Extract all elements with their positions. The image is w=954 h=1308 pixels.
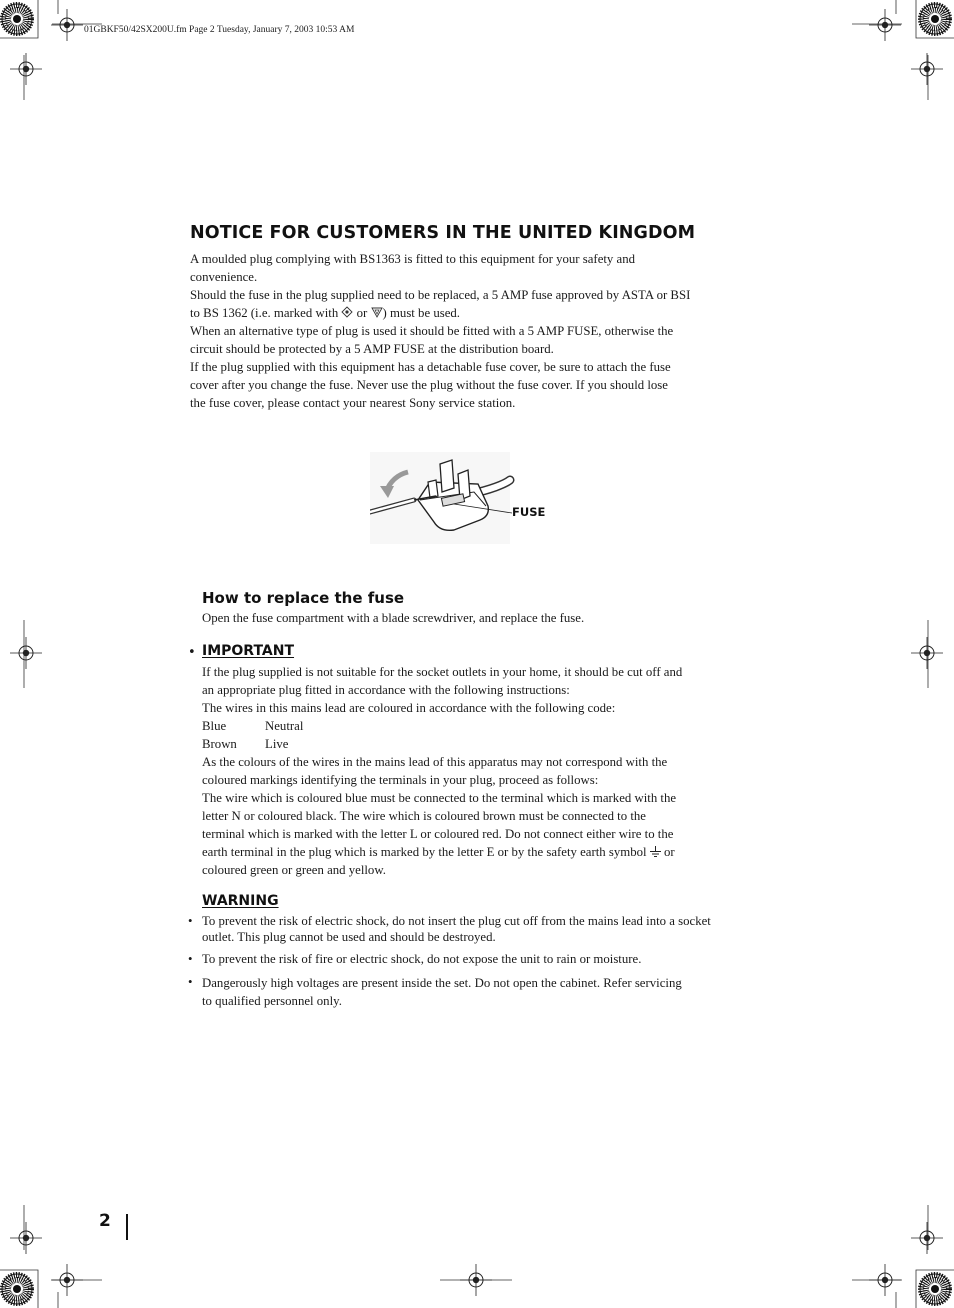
notice-line: the fuse cover, please contact your nearest Sony service station. — [190, 396, 516, 410]
page-number: 2 — [99, 1211, 111, 1231]
warning-heading: WARNING — [202, 893, 279, 909]
plug-fuse-illustration — [370, 452, 550, 544]
wire-colour: Blue — [202, 719, 227, 733]
fuse-label: FUSE — [512, 505, 546, 519]
warning-list — [188, 913, 748, 1016]
important-line: coloured green or green and yellow. — [202, 863, 386, 877]
notice-line: A moulded plug complying with BS1363 is fitted to this equipment for your safety and — [190, 252, 636, 266]
important-line: The wires in this mains lead are coloured in accordance with the following code: — [202, 701, 616, 715]
important-line: an appropriate plug fitted in accordance with the following instructions: — [202, 683, 570, 697]
important-line-with-earth-symbol — [202, 843, 682, 861]
page-title: NOTICE FOR CUSTOMERS IN THE UNITED KINGDOM — [190, 223, 696, 243]
bullet: • — [188, 975, 193, 989]
warning-text: Dangerously high voltages are present inside the set. Do not open the cabinet. Refer servicing to qualified personnel only. — [202, 976, 682, 1008]
important-line: letter N or coloured black. The wire which is coloured brown must be connected to the — [202, 809, 646, 823]
notice-line: Should the fuse in the plug supplied need to be replaced, a 5 AMP fuse approved by ASTA or BSI — [190, 288, 691, 302]
important-bullet: • — [188, 645, 196, 660]
warning-item — [188, 974, 748, 1010]
notice-text: or — [356, 306, 368, 320]
page-number-rule — [126, 1214, 128, 1240]
important-line: The wire which is coloured blue must be connected to the terminal which is marked with the — [202, 791, 677, 805]
notice-text: ) must be used. — [382, 306, 460, 320]
file-header: 01GBKF50/42SX200U.fm Page 2 Tuesday, January 7, 2003 10:53 AM — [84, 25, 355, 35]
warning-item — [188, 951, 748, 967]
warning-text: To prevent the risk of electric shock, do not insert the plug cut off from the mains lead into a socket outlet. This plug cannot be used and should be destroyed. — [202, 914, 711, 944]
important-line: If the plug supplied is not suitable for the socket outlets in your home, it should be cut off and — [202, 665, 683, 679]
notice-line: If the plug supplied with this equipment has a detachable fuse cover, be sure to attach the fuse — [190, 360, 671, 374]
warning-text: To prevent the risk of fire or electric shock, do not expose the unit to rain or moisture. — [202, 952, 642, 966]
notice-text: to BS 1362 (i.e. marked with — [190, 306, 339, 320]
warning-item — [188, 913, 748, 945]
bullet: • — [188, 952, 193, 966]
wire-code-row — [202, 717, 682, 735]
notice-paragraph — [190, 250, 690, 412]
bullet: • — [188, 914, 193, 928]
wire-meaning: Live — [265, 737, 289, 751]
asta-mark-icon — [341, 306, 353, 318]
wire-meaning: Neutral — [265, 719, 304, 733]
important-line: terminal which is marked with the letter L or coloured red. Do not connect either wire to the — [202, 827, 674, 841]
important-line: coloured markings identifying the terminals in your plug, proceed as follows: — [202, 773, 599, 787]
important-body — [202, 663, 682, 879]
important-line: As the colours of the wires in the mains lead of this apparatus may not correspond with the — [202, 755, 668, 769]
notice-line: circuit should be protected by a 5 AMP FUSE at the distribution board. — [190, 342, 554, 356]
bsi-kitemark-icon — [371, 306, 383, 318]
important-text: or — [663, 845, 675, 859]
notice-line: cover after you change the fuse. Never use the plug without the fuse cover. If you should lose — [190, 378, 668, 392]
notice-line-with-marks — [190, 304, 690, 322]
important-text: earth terminal in the plug which is marked by the letter E or by the safety earth symbol — [202, 845, 647, 859]
wire-colour: Brown — [202, 737, 237, 751]
replace-instructions: Open the fuse compartment with a blade screwdriver, and replace the fuse. — [202, 611, 585, 625]
wire-code-row — [202, 735, 682, 753]
important-heading: IMPORTANT — [202, 643, 295, 659]
notice-line: When an alternative type of plug is used it should be fitted with a 5 AMP FUSE, otherwise the — [190, 324, 674, 338]
notice-line: convenience. — [190, 270, 258, 284]
earth-symbol-icon — [650, 846, 661, 858]
section-heading-replace-fuse: How to replace the fuse — [202, 589, 405, 607]
